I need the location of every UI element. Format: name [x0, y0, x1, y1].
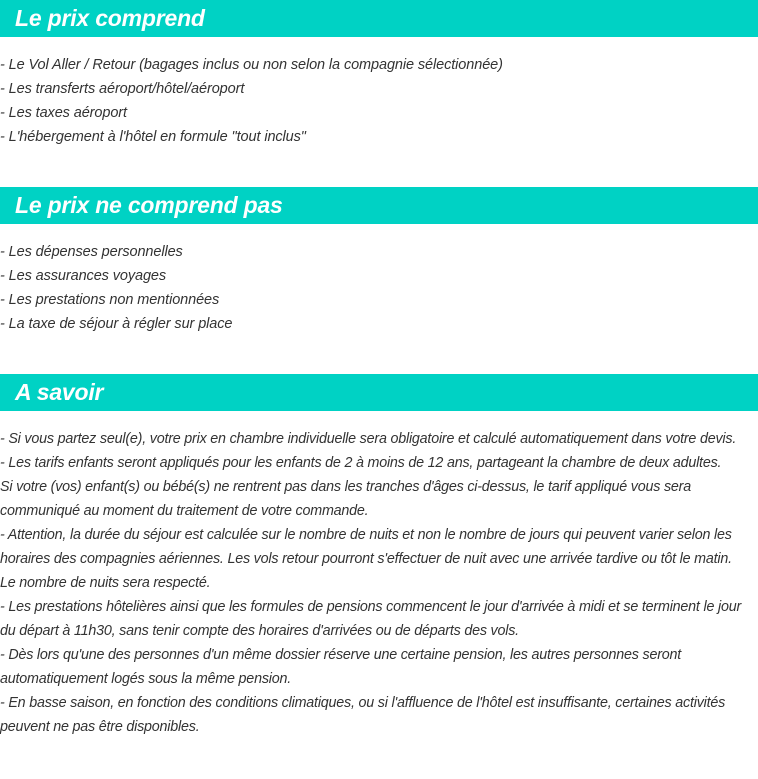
section-price-includes: [0, 0, 758, 149]
text-line: du départ à 11h30, sans tenir compte des horaires d'arrivées ou de départs des vols.: [0, 623, 519, 639]
text-line: - Si vous partez seul(e), votre prix en chambre individuelle sera obligatoire et calculé automatiquement dans votre devis.: [0, 431, 737, 447]
section-header: [0, 374, 758, 411]
section-title: Le prix comprend: [15, 5, 205, 31]
section-price-excludes: [0, 187, 758, 336]
list-item: - La taxe de séjour à régler sur place: [0, 316, 233, 332]
list-item: - Les transferts aéroport/hôtel/aéroport: [0, 81, 245, 97]
list-item: - Les taxes aéroport: [0, 105, 127, 121]
list-item: - Le Vol Aller / Retour (bagages inclus ou non selon la compagnie sélectionnée): [0, 57, 503, 73]
text-line: Le nombre de nuits sera respecté.: [0, 575, 211, 591]
text-line: horaires des compagnies aériennes. Les vols retour pourront s'effectuer de nuit avec une arrivée tardive ou tôt le matin.: [0, 551, 732, 567]
section-good-to-know: [0, 374, 758, 739]
section-body: [0, 224, 758, 336]
list-item: - Les dépenses personnelles: [0, 244, 183, 260]
list-item: - Les prestations non mentionnées: [0, 292, 220, 308]
section-spacer: [0, 336, 758, 374]
list-item: - Les assurances voyages: [0, 268, 167, 284]
section-title: Le prix ne comprend pas: [15, 192, 283, 218]
text-line: automatiquement logés sous la même pension.: [0, 671, 292, 687]
section-body: [0, 411, 758, 739]
list-item: - L'hébergement à l'hôtel en formule "tout inclus": [0, 129, 306, 145]
text-line: - En basse saison, en fonction des conditions climatiques, ou si l'affluence de l'hôtel est insuffisante, certaines activités: [0, 695, 726, 711]
text-line: - Les prestations hôtelières ainsi que les formules de pensions commencent le jour d'arrivée à midi et se terminent le jour: [0, 599, 742, 615]
text-line: communiqué au moment du traitement de votre commande.: [0, 503, 369, 519]
text-line: - Les tarifs enfants seront appliqués pour les enfants de 2 à moins de 12 ans, partageant la chambre de deux adultes.: [0, 455, 722, 471]
text-line: peuvent ne pas être disponibles.: [0, 719, 200, 735]
section-header: [0, 0, 758, 37]
section-body: [0, 37, 758, 149]
text-line: Si votre (vos) enfant(s) ou bébé(s) ne rentrent pas dans les tranches d'âges ci-dessus, le tarif appliqué vous sera: [0, 479, 691, 495]
text-line: - Attention, la durée du séjour est calculée sur le nombre de nuits et non le nombre de jours qui peuvent varier selon les: [0, 527, 732, 543]
section-title: A savoir: [15, 379, 104, 405]
section-spacer: [0, 149, 758, 187]
text-line: - Dès lors qu'une des personnes d'un même dossier réserve une certaine pension, les autres personnes seront: [0, 647, 682, 663]
section-header: [0, 187, 758, 224]
